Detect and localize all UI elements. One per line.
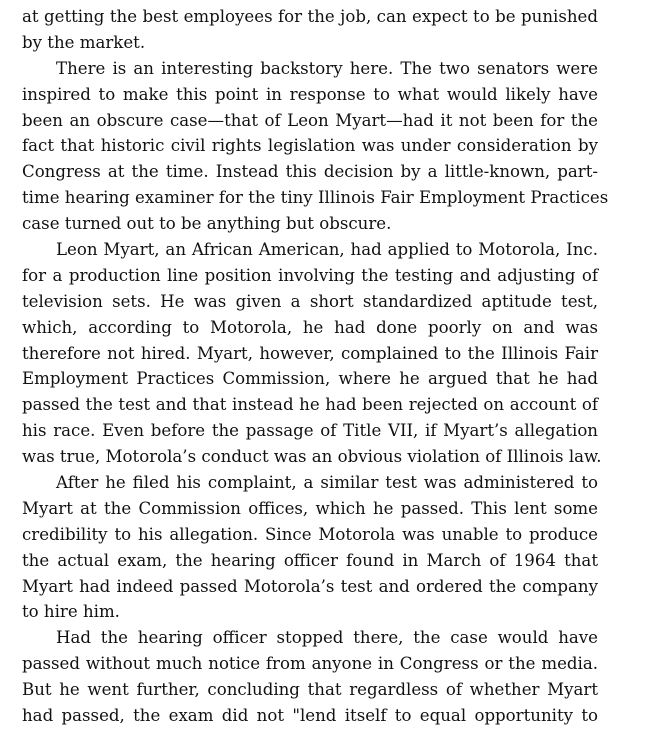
text-line: his race. Even before the passage of Title VII, if Myart’s allegation [22,421,598,441]
text-line: for a production line position involving the testing and adjusting of [22,265,598,285]
paragraph-3 [22,237,602,470]
text-line: passed the test and that instead he had been rejected on account of [22,395,598,415]
text-line: But he went further, concluding that regardless of whether Myart [22,680,598,700]
text-line: Congress at the time. Instead this decision by a little-known, part- [22,162,598,182]
text-line: fact that historic civil rights legislation was under consideration by [22,136,598,156]
text-line: inspired to make this point in response to what would likely have [22,84,598,104]
text-line: Had the hearing officer stopped there, the case would have [56,628,598,648]
text-line: which, according to Motorola, he had done poorly on and was [22,317,598,337]
text-line: by the market. [22,32,146,52]
text-line: the actual exam, the hearing officer found in March of 1964 that [22,550,598,570]
text-line: been an obscure case—that of Leon Myart—had it not been for the [22,110,598,130]
text-line: at getting the best employees for the job, can expect to be punished [22,7,598,26]
text-line: had passed, the exam did not "lend itself to equal opportunity to [22,706,598,726]
text-line: passed without much notice from anyone in Congress or the media. [22,654,598,674]
text-line: time hearing examiner for the tiny Illinois Fair Employment Practices [22,188,609,208]
text-line: Employment Practices Commission, where he argued that he had [22,369,598,389]
text-line: There is an interesting backstory here. The two senators were [56,58,598,78]
text-line: television sets. He was given a short standardized aptitude test, [22,291,598,311]
text-line: therefore not hired. Myart, however, complained to the Illinois Fair [22,343,598,363]
text-line: Myart at the Commission offices, which he passed. This lent some [22,498,598,518]
text-line: After he filed his complaint, a similar test was administered to [56,473,598,493]
text-line: Myart had indeed passed Motorola’s test and ordered the company [22,576,598,596]
document-page [22,4,609,729]
text-line: was true, Motorola’s conduct was an obvious violation of Illinois law. [22,447,602,467]
paragraph-1 [22,4,598,56]
text-line: Leon Myart, an African American, had applied to Motorola, Inc. [56,240,598,260]
paragraph-4 [22,470,598,625]
paragraph-5 [22,625,598,729]
paragraph-2 [22,56,609,237]
text-line: case turned out to be anything but obscure. [22,214,392,234]
text-line: credibility to his allegation. Since Motorola was unable to produce [22,524,598,544]
text-line: to hire him. [22,602,120,622]
